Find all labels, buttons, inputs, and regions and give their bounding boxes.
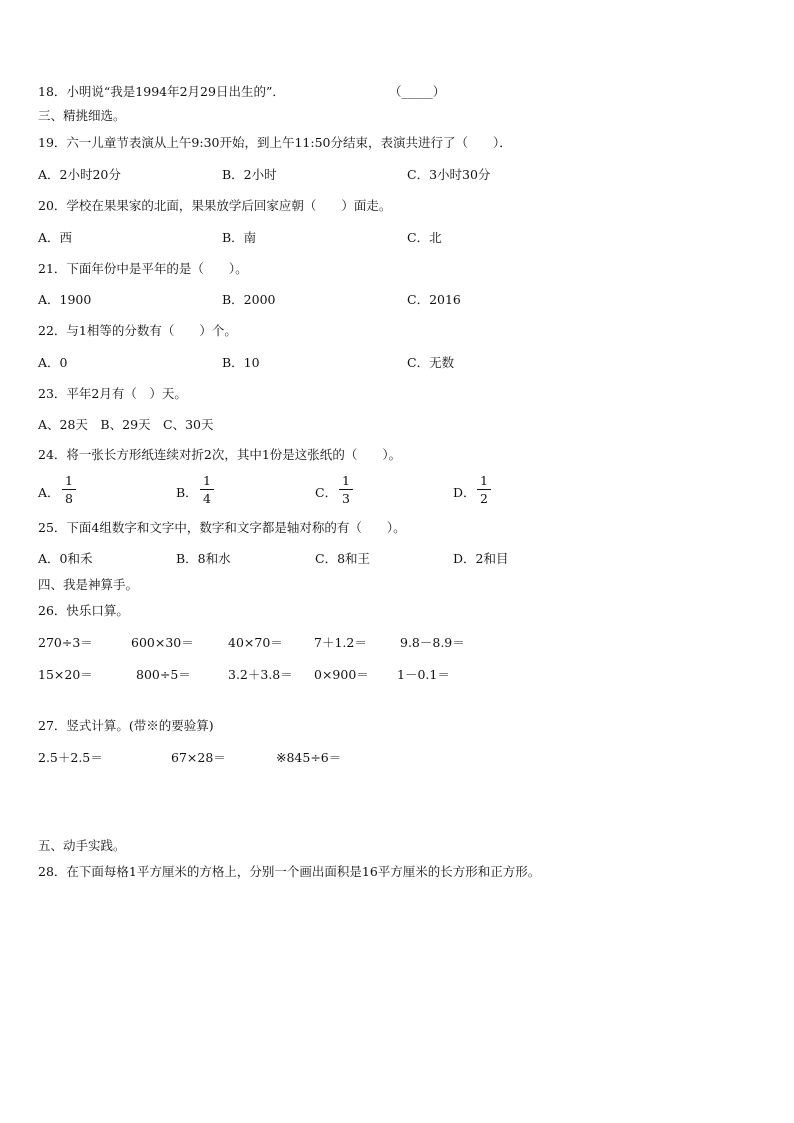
- q22-option-a: A．0: [38, 355, 68, 370]
- fraction-denominator: 2: [480, 491, 488, 506]
- q26-expr: 40×70＝: [228, 635, 283, 650]
- q24-option-b-label: B．: [176, 485, 198, 500]
- q20-option-b: B．南: [222, 230, 257, 245]
- q26-expr: 800÷5＝: [136, 667, 191, 682]
- fraction-bar: [62, 489, 76, 490]
- q27-expr: 2.5＋2.5＝: [38, 750, 103, 765]
- section-3-heading: 三、精挑细选。: [38, 108, 126, 123]
- q24-option-c-fraction: [339, 474, 353, 506]
- q26-text: 26．快乐口算。: [38, 603, 129, 618]
- q24-option-a-fraction: [62, 474, 76, 506]
- fraction-bar: [477, 489, 491, 490]
- q19-option-c: C．3小时30分: [407, 167, 491, 182]
- q21-option-b: B．2000: [222, 292, 276, 307]
- q27-expr: 67×28＝: [171, 750, 226, 765]
- q22-option-b: B．10: [222, 355, 260, 370]
- fraction-numerator: 1: [342, 473, 350, 488]
- q25-option-c: C．8和王: [315, 551, 371, 566]
- q19-option-a: A．2小时20分: [38, 167, 121, 182]
- q23-options: A、28天 B、29天 C、30天: [38, 417, 214, 432]
- q21-option-c: C．2016: [407, 292, 461, 307]
- q24-option-d-label: D．: [453, 485, 476, 500]
- q28-text: 28．在下面每格1平方厘米的方格上，分别一个画出面积是16平方厘米的长方形和正方形。: [38, 864, 541, 879]
- q24-text: 24．将一张长方形纸连续对折2次，其中1份是这张纸的（ ）。: [38, 447, 402, 462]
- q25-option-b: B．8和水: [176, 551, 231, 566]
- q26-expr: 0×900＝: [314, 667, 369, 682]
- q25-text: 25．下面4组数字和文字中，数字和文字都是轴对称的有（ ）。: [38, 520, 406, 535]
- q26-expr: 1－0.1＝: [397, 667, 450, 682]
- section-4-heading: 四、我是神算手。: [38, 577, 139, 592]
- q26-expr: 7＋1.2＝: [314, 635, 367, 650]
- fraction-numerator: 1: [480, 473, 488, 488]
- q22-option-c: C．无数: [407, 355, 455, 370]
- q20-text: 20．学校在果果家的北面，果果放学后回家应朝（ ）面走。: [38, 198, 392, 213]
- q20-option-a: A．西: [38, 230, 73, 245]
- q27-expr: ※845÷6＝: [276, 750, 342, 765]
- fraction-bar: [200, 489, 214, 490]
- section-5-heading: 五、动手实践。: [38, 838, 126, 853]
- q21-text: 21．下面年份中是平年的是（ ）。: [38, 261, 248, 276]
- q19-text: 19．六一儿童节表演从上午9:30开始，到上午11:50分结束，表演共进行了（ ）．: [38, 135, 512, 150]
- q24-option-c-label: C．: [315, 485, 338, 500]
- fraction-bar: [339, 489, 353, 490]
- q18-answer-blank: （_____）: [389, 84, 446, 99]
- q26-expr: 15×20＝: [38, 667, 93, 682]
- q25-option-a: A．0和禾: [38, 551, 93, 566]
- fraction-denominator: 3: [342, 491, 350, 506]
- fraction-denominator: 4: [203, 491, 211, 506]
- fraction-numerator: 1: [203, 473, 211, 488]
- q24-option-b-fraction: [200, 474, 214, 506]
- q27-text: 27．竖式计算。(带※的要验算): [38, 718, 214, 733]
- fraction-numerator: 1: [65, 473, 73, 488]
- q26-expr: 270÷3＝: [38, 635, 93, 650]
- q23-text: 23．平年2月有（ ）天。: [38, 386, 187, 401]
- q20-option-c: C．北: [407, 230, 442, 245]
- fraction-denominator: 8: [65, 491, 73, 506]
- q18-text: 18．小明说“我是1994年2月29日出生的”．: [38, 84, 285, 99]
- q24-option-d-fraction: [477, 474, 491, 506]
- q24-option-a-label: A．: [38, 485, 60, 500]
- q26-expr: 3.2＋3.8＝: [228, 667, 293, 682]
- q22-text: 22．与1相等的分数有（ ）个。: [38, 323, 237, 338]
- q26-expr: 9.8－8.9＝: [400, 635, 465, 650]
- q26-expr: 600×30＝: [131, 635, 194, 650]
- q19-option-b: B．2小时: [222, 167, 277, 182]
- q21-option-a: A．1900: [38, 292, 92, 307]
- q25-option-d: D．2和目: [453, 551, 509, 566]
